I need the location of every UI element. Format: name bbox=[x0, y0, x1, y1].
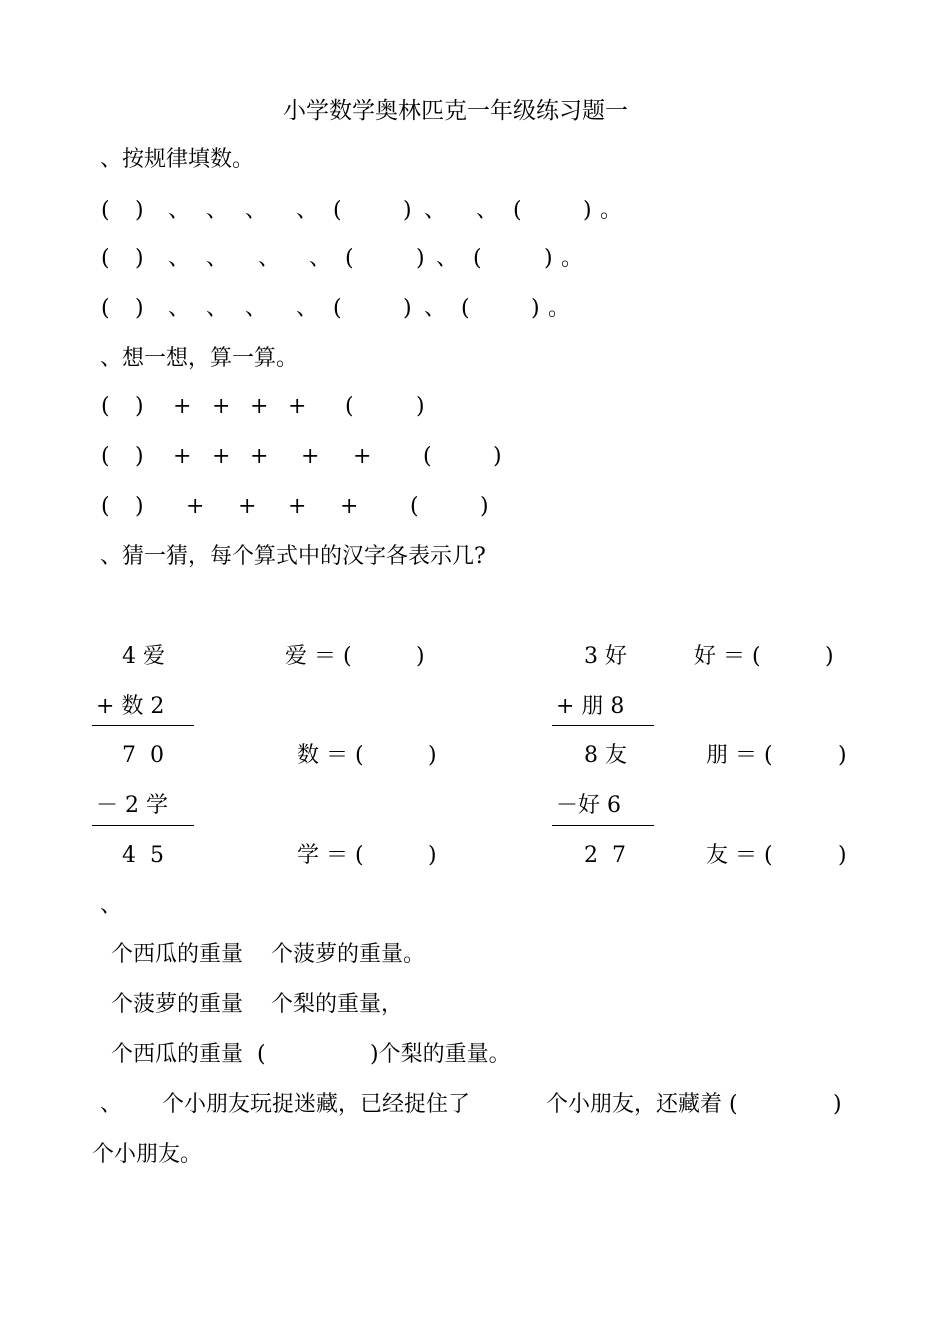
bracket-close: ) bbox=[416, 246, 425, 271]
calc-rule bbox=[92, 825, 194, 826]
answer-label: 爱 ＝ ( bbox=[285, 644, 352, 669]
period: 。 bbox=[548, 296, 571, 321]
bracket-close: ) bbox=[428, 843, 437, 868]
bracket-close: ) bbox=[135, 246, 144, 271]
calc-line: －好 6 bbox=[556, 793, 621, 818]
plus-sign: + bbox=[173, 444, 192, 469]
separator: 、 bbox=[424, 296, 447, 321]
bracket-open: ( bbox=[473, 246, 482, 271]
calc-rule bbox=[552, 725, 654, 726]
plus-sign: + bbox=[288, 394, 307, 419]
bracket-open: ( bbox=[333, 296, 342, 321]
bracket-close: ) bbox=[135, 296, 144, 321]
calc-rule bbox=[92, 725, 194, 726]
plus-sign: + bbox=[173, 394, 192, 419]
plus-sign: + bbox=[288, 494, 307, 519]
bracket-open: ( bbox=[101, 444, 110, 469]
calc-line: 7 0 bbox=[122, 743, 164, 768]
calc-line: 8 友 bbox=[584, 743, 627, 768]
bracket-close: ) bbox=[531, 296, 540, 321]
separator: 、 bbox=[476, 198, 499, 223]
plus-sign: + bbox=[186, 494, 205, 519]
section4-mark: 、 bbox=[100, 893, 123, 918]
bracket-close: ) bbox=[428, 743, 437, 768]
separator: 、 bbox=[206, 296, 229, 321]
answer-label: 朋 ＝ ( bbox=[706, 743, 773, 768]
section5-text-3: 个小朋友。 bbox=[92, 1142, 203, 1167]
bracket-open: ( bbox=[101, 394, 110, 419]
calc-line: 3 好 bbox=[584, 644, 627, 669]
plus-sign: + bbox=[212, 394, 231, 419]
bracket-open: ( bbox=[345, 246, 354, 271]
bracket-open: ( bbox=[101, 494, 110, 519]
separator: 、 bbox=[309, 246, 332, 271]
bracket-close: ) bbox=[416, 644, 425, 669]
bracket-close: ) bbox=[135, 444, 144, 469]
bracket-open: ( bbox=[333, 198, 342, 223]
bracket-close: ) bbox=[825, 644, 834, 669]
calc-line: 4 爱 bbox=[122, 644, 165, 669]
section2-heading: 、想一想，算一算。 bbox=[100, 346, 299, 371]
separator: 、 bbox=[168, 296, 191, 321]
bracket-open: ( bbox=[101, 246, 110, 271]
section4-line-3b: )个梨的重量。 bbox=[370, 1042, 511, 1067]
bracket-close: ) bbox=[480, 494, 489, 519]
separator: 、 bbox=[245, 296, 268, 321]
answer-label: 友 ＝ ( bbox=[706, 843, 773, 868]
period: 。 bbox=[561, 246, 584, 271]
plus-sign: + bbox=[250, 394, 269, 419]
section5-mark: 、 bbox=[100, 1092, 123, 1117]
separator: 、 bbox=[436, 246, 459, 271]
bracket-open: ( bbox=[513, 198, 522, 223]
calc-line: + 数 2 bbox=[96, 694, 165, 719]
bracket-close: ) bbox=[403, 296, 412, 321]
bracket-close: ) bbox=[493, 444, 502, 469]
period: 。 bbox=[600, 198, 623, 223]
separator: 、 bbox=[245, 198, 268, 223]
bracket-open: ( bbox=[461, 296, 470, 321]
separator: 、 bbox=[296, 296, 319, 321]
bracket-close: ) bbox=[135, 494, 144, 519]
bracket-close: ) bbox=[544, 246, 553, 271]
bracket-open: ( bbox=[345, 394, 354, 419]
section4-line-1: 个西瓜的重量 个菠萝的重量。 bbox=[111, 942, 425, 967]
calc-line: 4 5 bbox=[122, 843, 164, 868]
section4-line-3a: 个西瓜的重量 ( bbox=[111, 1042, 266, 1067]
plus-sign: + bbox=[301, 444, 320, 469]
bracket-close: ) bbox=[833, 1092, 842, 1117]
bracket-open: ( bbox=[101, 198, 110, 223]
section1-heading: 、按规律填数。 bbox=[100, 147, 255, 172]
plus-sign: + bbox=[250, 444, 269, 469]
separator: 、 bbox=[296, 198, 319, 223]
separator: 、 bbox=[258, 246, 281, 271]
bracket-open: ( bbox=[423, 444, 432, 469]
page-title: 小学数学奥林匹克一年级练习题一 bbox=[283, 98, 628, 124]
separator: 、 bbox=[206, 198, 229, 223]
separator: 、 bbox=[168, 246, 191, 271]
bracket-open: ( bbox=[410, 494, 419, 519]
bracket-close: ) bbox=[838, 743, 847, 768]
separator: 、 bbox=[168, 198, 191, 223]
answer-label: 学 ＝ ( bbox=[297, 843, 364, 868]
section3-heading: 、猜一猜，每个算式中的汉字各表示几? bbox=[100, 544, 486, 569]
section5-text-2: 个小朋友，还藏着 ( bbox=[546, 1092, 738, 1117]
separator: 、 bbox=[424, 198, 447, 223]
plus-sign: + bbox=[238, 494, 257, 519]
bracket-open: ( bbox=[101, 296, 110, 321]
separator: 、 bbox=[206, 246, 229, 271]
plus-sign: + bbox=[340, 494, 359, 519]
plus-sign: + bbox=[212, 444, 231, 469]
bracket-close: ) bbox=[838, 843, 847, 868]
calc-line: 2 7 bbox=[584, 843, 626, 868]
section4-line-2: 个菠萝的重量 个梨的重量， bbox=[111, 992, 403, 1017]
bracket-close: ) bbox=[135, 394, 144, 419]
calc-line: + 朋 8 bbox=[556, 694, 625, 719]
calc-rule bbox=[552, 825, 654, 826]
bracket-close: ) bbox=[416, 394, 425, 419]
bracket-close: ) bbox=[583, 198, 592, 223]
plus-sign: + bbox=[353, 444, 372, 469]
calc-line: － 2 学 bbox=[96, 793, 168, 818]
section5-text-1: 个小朋友玩捉迷藏，已经捉住了 bbox=[162, 1092, 471, 1117]
answer-label: 数 ＝ ( bbox=[297, 743, 364, 768]
answer-label: 好 ＝ ( bbox=[694, 644, 761, 669]
bracket-close: ) bbox=[403, 198, 412, 223]
bracket-close: ) bbox=[135, 198, 144, 223]
